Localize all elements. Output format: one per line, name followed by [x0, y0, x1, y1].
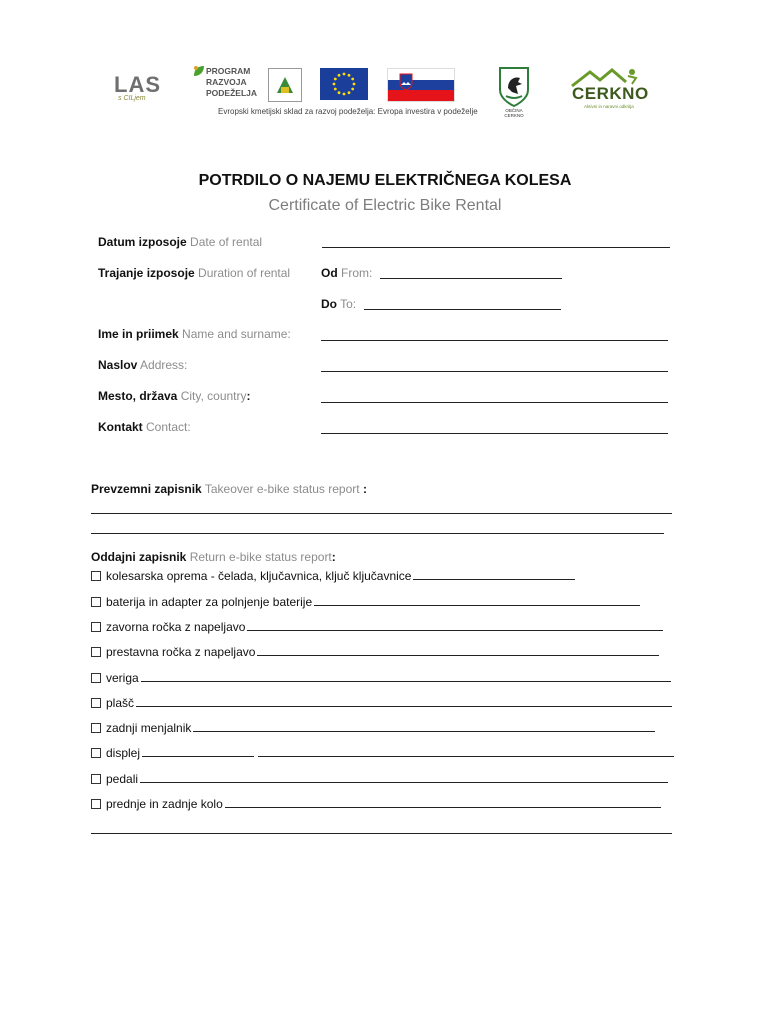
from-field[interactable]	[380, 278, 562, 279]
notes-line[interactable]	[91, 833, 672, 834]
leader-logo-icon	[268, 68, 302, 102]
checklist-item[interactable]: prednje in zadnje kolo	[91, 797, 661, 811]
eu-flag-icon	[320, 68, 368, 100]
date-field[interactable]	[322, 247, 670, 248]
takeover-heading: Prevzemni zapisnik Takeover e-bike status report :	[91, 482, 367, 496]
duration-label: Trajanje izposoje Duration of rental	[98, 266, 291, 280]
takeover-line-1[interactable]	[91, 513, 672, 514]
contact-label: Kontakt Contact:	[98, 420, 191, 434]
document-subtitle: Certificate of Electric Bike Rental	[268, 197, 502, 214]
city-field[interactable]	[321, 402, 668, 403]
address-field[interactable]	[321, 371, 668, 372]
checklist-item[interactable]: plašč	[91, 696, 672, 710]
cerkno-tourism-logo: CERKNO Aktivni in naravni odkritja	[570, 66, 644, 114]
checklist-item[interactable]: prestavna ročka z napeljavo	[91, 645, 659, 659]
checkbox-icon[interactable]	[91, 597, 101, 607]
checklist-item[interactable]: pedali	[91, 772, 668, 786]
checkbox-icon[interactable]	[91, 647, 101, 657]
program-razvoja-logo: PROGRAM RAZVOJA PODEŽELJA	[192, 64, 262, 110]
checklist-item[interactable]: kolesarska oprema - čelada, ključavnica, ključ ključavnice	[91, 569, 575, 583]
contact-field[interactable]	[321, 433, 668, 434]
crest-icon	[496, 66, 532, 108]
eu-fund-caption: Evropski kmetijski sklad za razvoj podeželja: Evropa investira v podeželje	[218, 107, 478, 116]
slovenia-flag-icon	[387, 68, 455, 102]
checkbox-icon[interactable]	[91, 673, 101, 683]
prp-leaf-icon	[192, 64, 206, 78]
checkbox-icon[interactable]	[91, 622, 101, 632]
document-title: POTRDILO O NAJEMU ELEKTRIČNEGA KOLESA	[198, 172, 572, 189]
checkbox-icon[interactable]	[91, 723, 101, 733]
to-label: Do To:	[321, 297, 357, 311]
obcina-cerkno-crest: OBČINA CERKNO	[496, 66, 532, 116]
address-label: Naslov Address:	[98, 358, 188, 372]
checklist-item[interactable]: zavorna ročka z napeljavo	[91, 620, 663, 634]
checkbox-icon[interactable]	[91, 799, 101, 809]
return-heading: Oddajni zapisnik Return e-bike status report:	[91, 550, 336, 564]
checklist-item[interactable]: baterija in adapter za polnjenje baterije	[91, 595, 640, 609]
date-label: Datum izposoje Date of rental	[98, 235, 263, 249]
city-label: Mesto, država City, country:	[98, 389, 251, 403]
checklist-item[interactable]: veriga	[91, 671, 671, 685]
checklist-item[interactable]: displej	[91, 746, 674, 760]
checkbox-icon[interactable]	[91, 571, 101, 581]
checklist-item[interactable]: zadnji menjalnik	[91, 721, 655, 735]
to-field[interactable]	[364, 309, 561, 310]
from-label: Od From:	[321, 266, 373, 280]
name-label: Ime in priimek Name and surname:	[98, 327, 291, 341]
takeover-line-2[interactable]	[91, 533, 664, 534]
name-field[interactable]	[321, 340, 668, 341]
checkbox-icon[interactable]	[91, 774, 101, 784]
las-logo: LAS s CILjem	[114, 72, 161, 102]
logo-bar	[0, 56, 770, 126]
checkbox-icon[interactable]	[91, 698, 101, 708]
checkbox-icon[interactable]	[91, 748, 101, 758]
